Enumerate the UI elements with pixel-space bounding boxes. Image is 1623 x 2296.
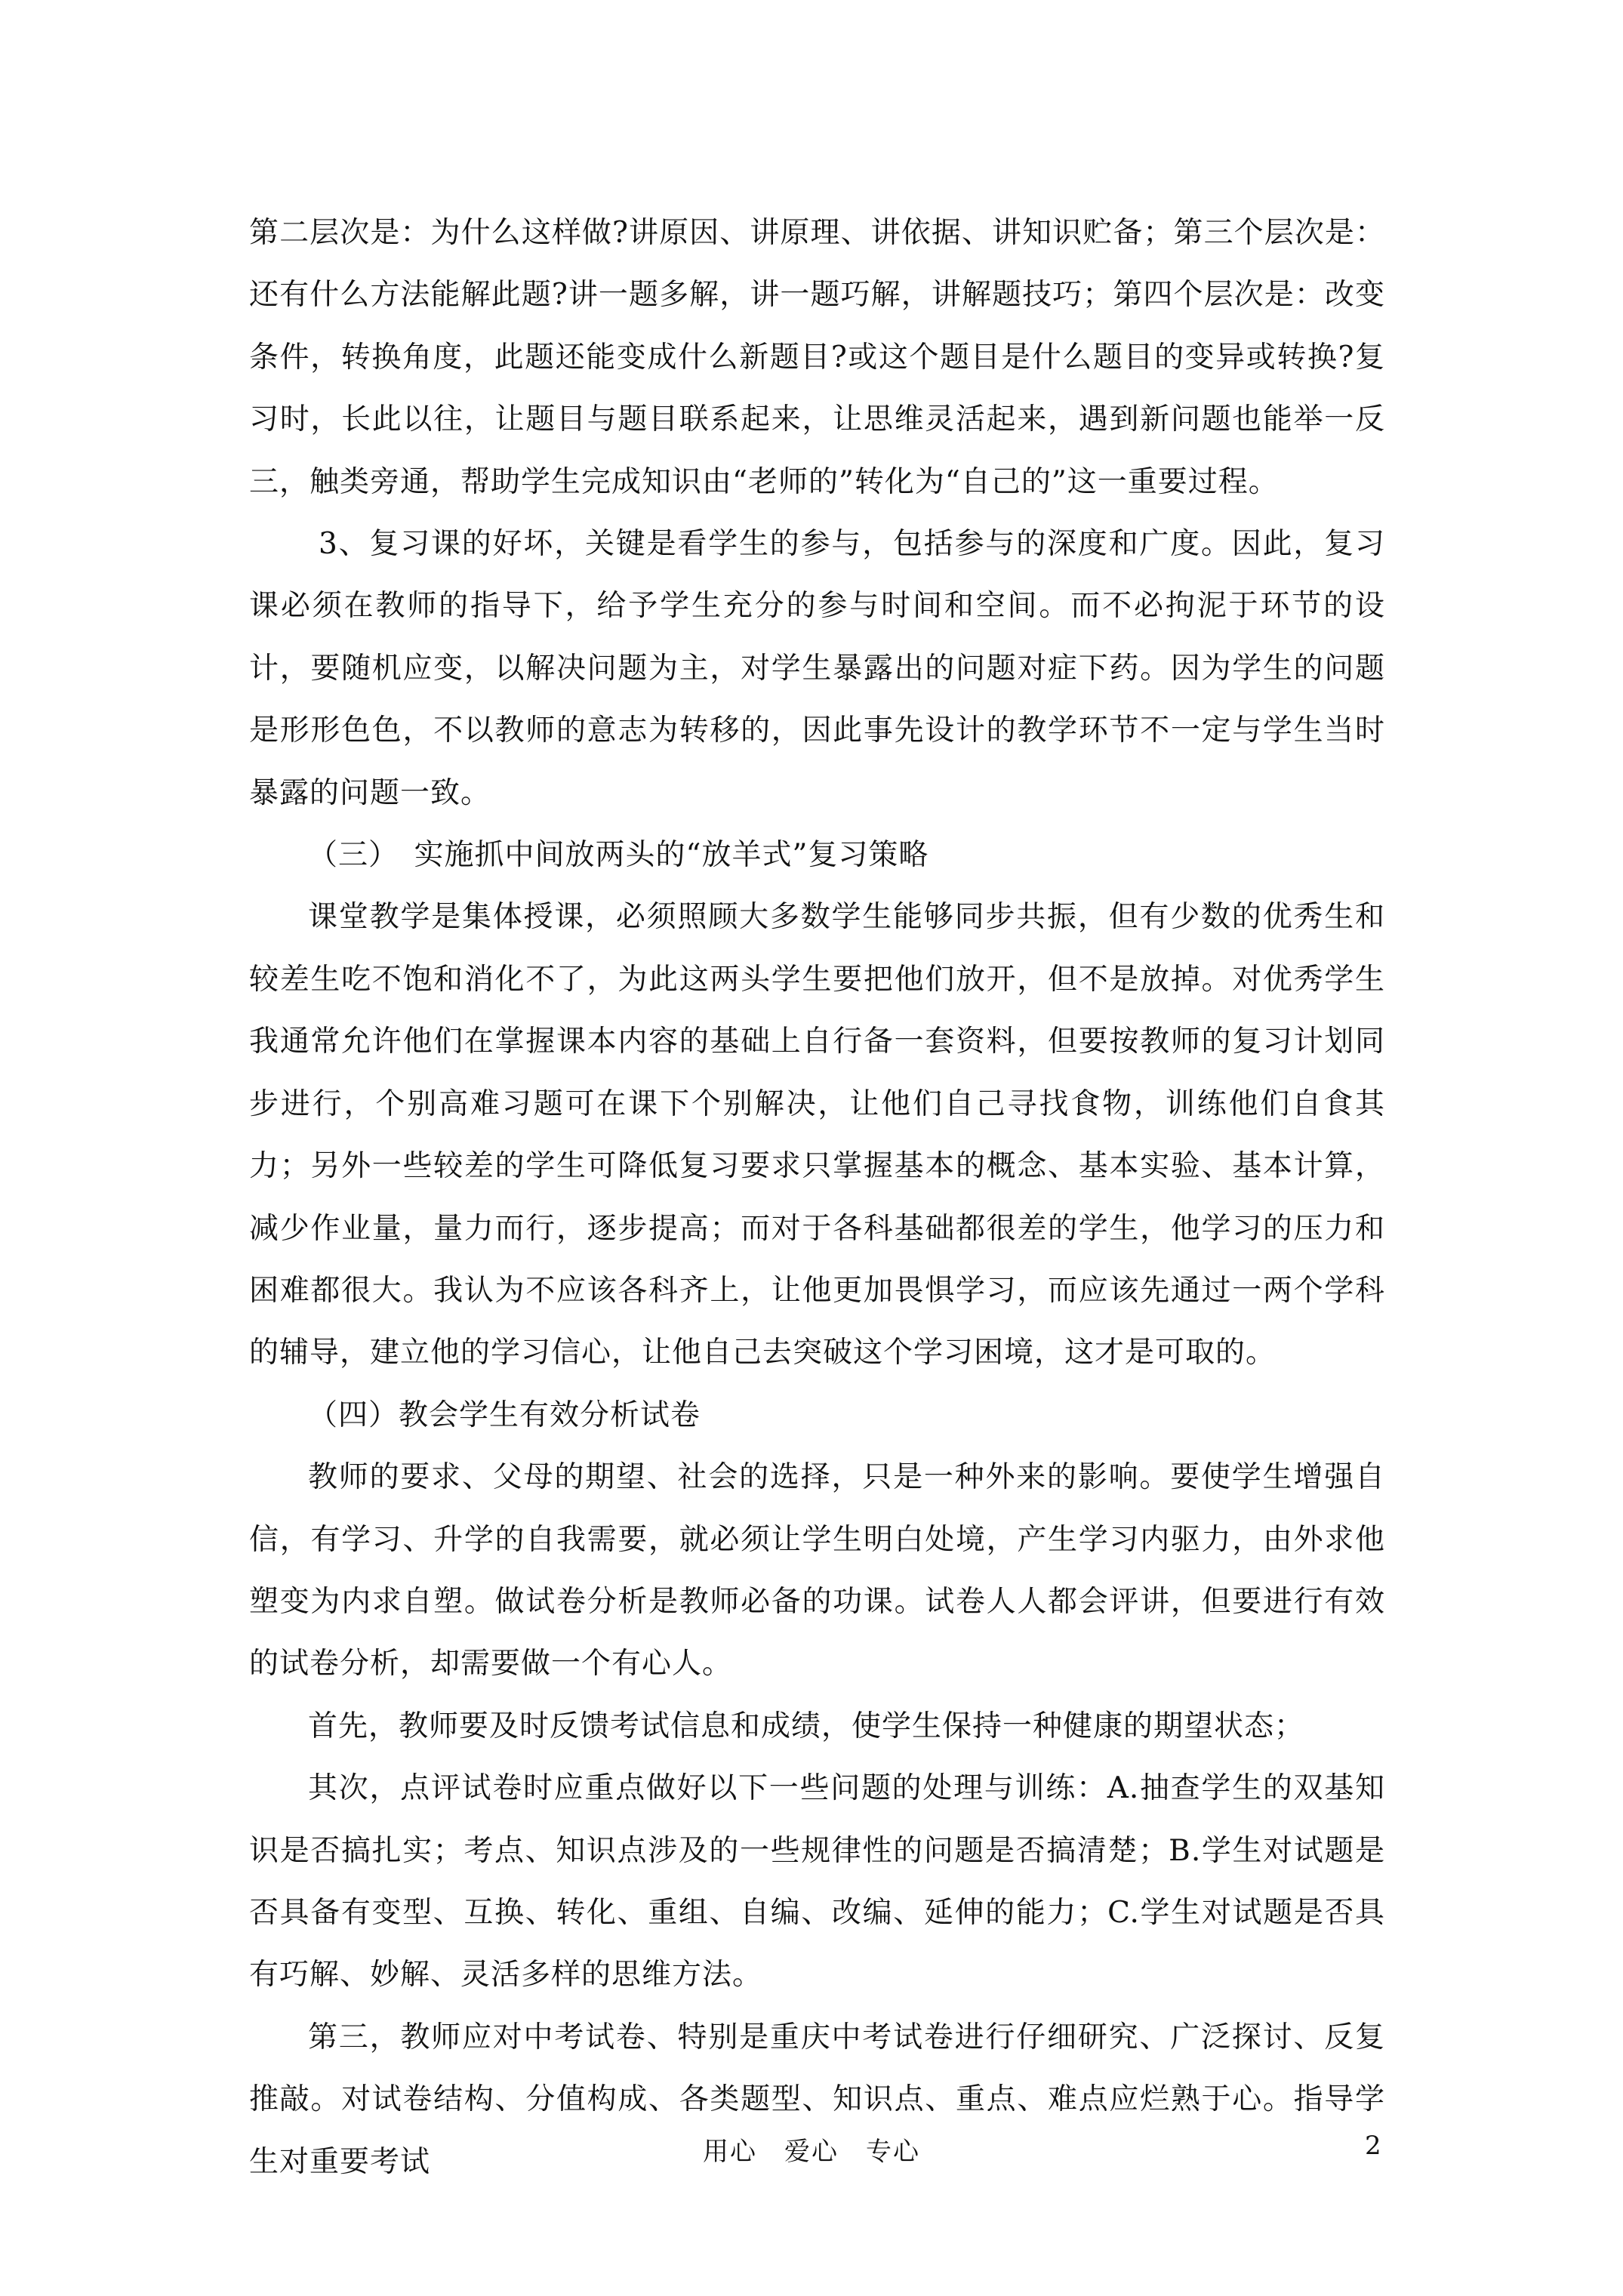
paragraph-classroom-teaching: 课堂教学是集体授课，必须照顾大多数学生能够同步共振，但有少数的优秀生和较差生吃不饱和消化不了，为此这两头学生要把他们放开，但不是放掉。对优秀学生我通常允许他们在掌握课本内容的基础上自行备一套资料，但要按教师的复习计划同步进行，个别高难习题可在课下个别解决，让他们自己寻找食物，训练他们自食其力；另外一些较差的学生可降低复习要求只掌握基本的概念、基本实验、基本计算，减少作业量，量力而行，逐步提高；而对于各科基础都很差的学生，他学习的压力和困难都很大。我认为不应该各科齐上，让他更加畏惧学习，而应该先通过一两个学科的辅导，建立他的学习信心，让他自己去突破这个学习困境，这才是可取的。 bbox=[249, 900, 1385, 1370]
paragraph-third: 第三，教师应对中考试卷、特别是重庆中考试卷进行仔细研究、广泛探讨、反复推敲。对试卷结构、分值构成、各类题型、知识点、重点、难点应烂熟于心。指导学生对重要考试 bbox=[249, 2020, 1385, 2179]
paragraph-point-3: 3、复习课的好坏，关键是看学生的参与，包括参与的深度和广度。因此，复习课必须在教师的指导下，给予学生充分的参与时间和空间。而不必拘泥于环节的设计，要随机应变，以解决问题为主，对学生暴露出的问题对症下药。因为学生的问题是形形色色，不以教师的意志为转移的，因此事先设计的教学环节不一定与学生当时暴露的问题一致。 bbox=[249, 527, 1385, 810]
page-number: 2 bbox=[1365, 2131, 1381, 2161]
footer-motto: 用心 爱心 专心 bbox=[703, 2137, 920, 2167]
paragraph-teacher-requirements: 教师的要求、父母的期望、社会的选择，只是一种外来的影响。要使学生增强自信，有学习、升学的自我需要，就必须让学生明白处境，产生学习内驱力，由外求他塑变为内求自塑。做试卷分析是教师必备的功课。试卷人人都会评讲，但要进行有效的试卷分析，却需要做一个有心人。 bbox=[249, 1460, 1385, 1681]
paragraph-second: 其次，点评试卷时应重点做好以下一些问题的处理与训练：A.抽查学生的双基知识是否搞扎实；考点、知识点涉及的一些规律性的问题是否搞清楚；B.学生对试题是否具备有变型、互换、转化、重组、自编、改编、延伸的能力；C.学生对试题是否具有巧解、妙解、灵活多样的思维方法。 bbox=[249, 1771, 1385, 1992]
section-heading-3: （三） 实施抓中间放两头的“放羊式”复习策略 bbox=[308, 838, 929, 873]
paragraph-level-explanation: 第二层次是：为什么这样做?讲原因、讲原理、讲依据、讲知识贮备；第三个层次是：还有什么方法能解此题?讲一题多解，讲一题巧解，讲解题技巧；第四个层次是：改变条件，转换角度，此题还能变成什么新题目?或这个题目是什么题目的变异或转换?复习时，长此以往，让题目与题目联系起来，让思维灵活起来，遇到新问题也能举一反三，触类旁通，帮助学生完成知识由“老师的”转化为“自己的”这一重要过程。 bbox=[249, 216, 1385, 499]
body-text bbox=[249, 202, 1385, 2193]
paragraph-first: 首先，教师要及时反馈考试信息和成绩，使学生保持一种健康的期望状态； bbox=[308, 1709, 1305, 1743]
section-heading-4: （四）教会学生有效分析试卷 bbox=[308, 1398, 701, 1432]
